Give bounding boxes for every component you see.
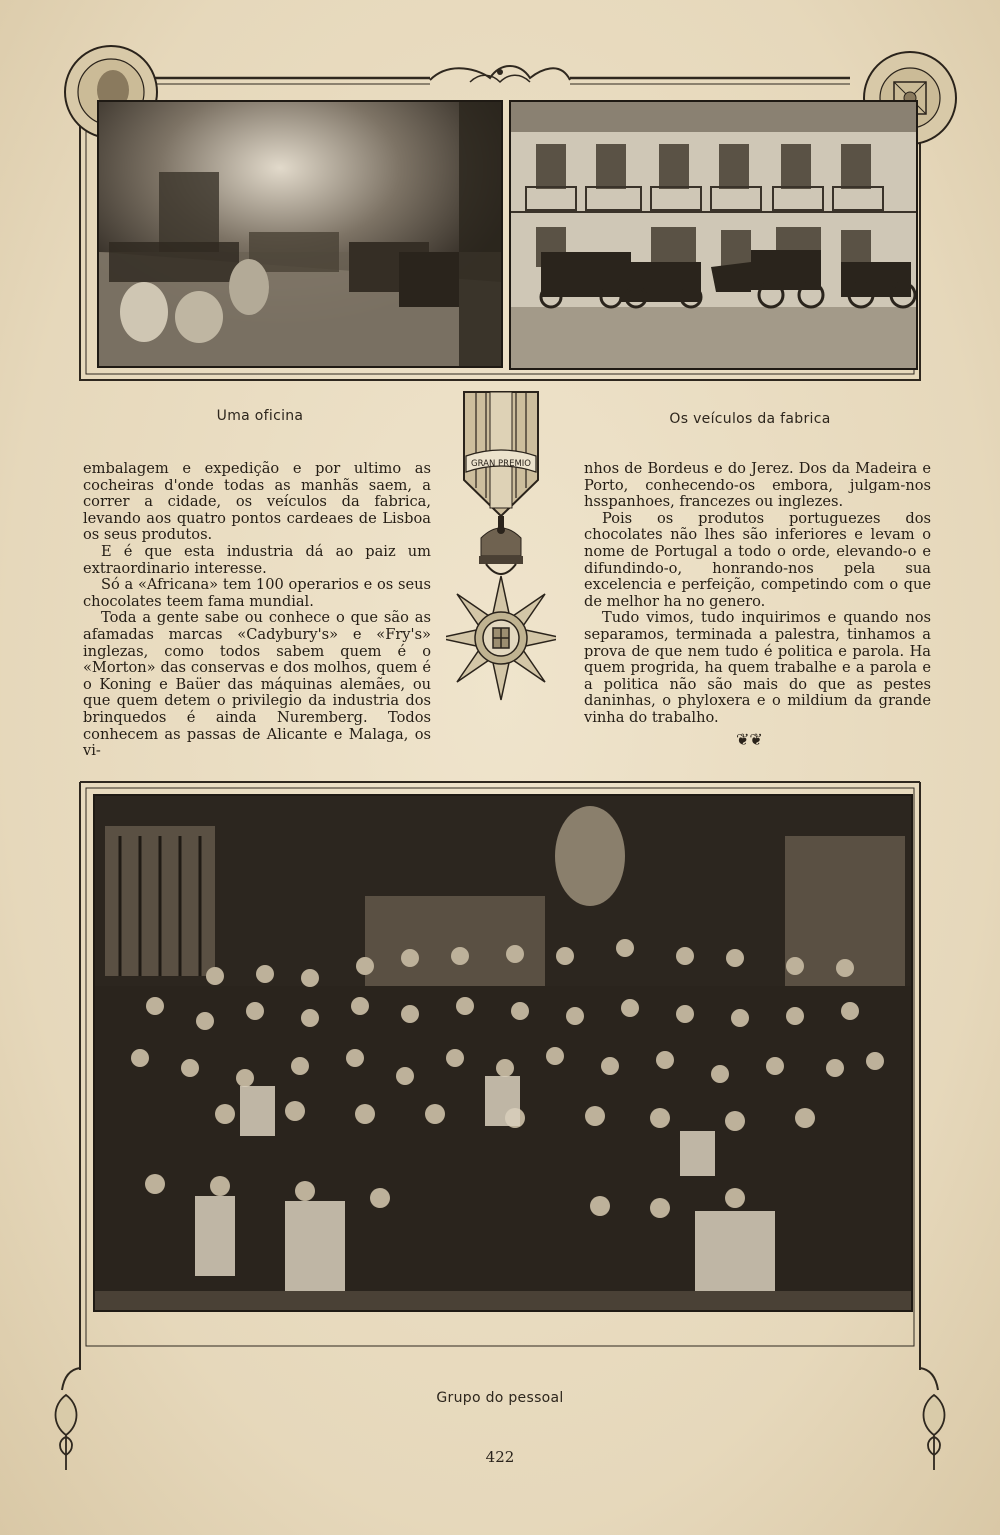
paragraph: Toda a gente sabe ou conhece o que são as afamadas marcas «Cadybury's» e «Fry's» inglezas, como todos sabem quem é o «Morton» das conservas e dos molhos, quem é o Koning e Baüer das máquinas alemães, ou que quem detem o privilegio da industria dos brinquedos é ainda Nuremberg. Todos conhecem as passas de Alicante e Malaga, os vi- (83, 609, 431, 760)
gran-premio-medal (446, 388, 556, 718)
workshop-photo (97, 100, 503, 368)
caption-staff-group: Grupo do pessoal (436, 1390, 564, 1406)
article-column-left (83, 461, 431, 760)
page-number: 422 (485, 1448, 515, 1466)
paragraph: nhos de Bordeus e do Jerez. Dos da Madeira e Porto, conhecendo-os embora, julgam-nos hsspanhoes, francezes ou inglezes. (584, 460, 931, 511)
paragraph: Tudo vimos, tudo inquirimos e quando nos separamos, terminada a palestra, tinhamos a prova de que nem tudo é politica e parola. Ha quem progrida, ha quem trabalhe e a parola e a politica não são mais do que as pestes daninhas, o phyloxera e o mildium da grande vinha do trabalho. (584, 609, 931, 726)
article-column-right (584, 461, 931, 727)
caption-workshop: Uma oficina (216, 408, 304, 424)
paragraph: Pois os produtos portuguezes dos chocolates não lhes são inferiores e levam o nome de Portugal a todo o orde, elevando-o e difundindo-o, honrando-nos pela sua excelencia e perfeição, competindo com o que de melhor ha no genero. (584, 509, 931, 610)
medal-ribbon-text: GRAN PREMIO (471, 459, 531, 469)
caption-vehicles: Os veículos da fabrica (669, 411, 831, 427)
paragraph: Só a «Africana» tem 100 operarios e os seus chocolates teem fama mundial. (83, 576, 431, 610)
vehicles-photo (509, 100, 918, 370)
staff-group-photo (93, 794, 913, 1312)
paragraph: embalagem e expedição e por ultimo as cocheiras d'onde todas as manhãs saem, a correr a cidade, os veículos da fabrica, levando aos quatro pontos cardeaes de Lisboa os seus produtos. (83, 460, 431, 544)
article-end-mark: ❦❦ (736, 730, 763, 749)
paragraph: E é que esta industria dá ao paiz um extraordinario interesse. (83, 542, 431, 577)
